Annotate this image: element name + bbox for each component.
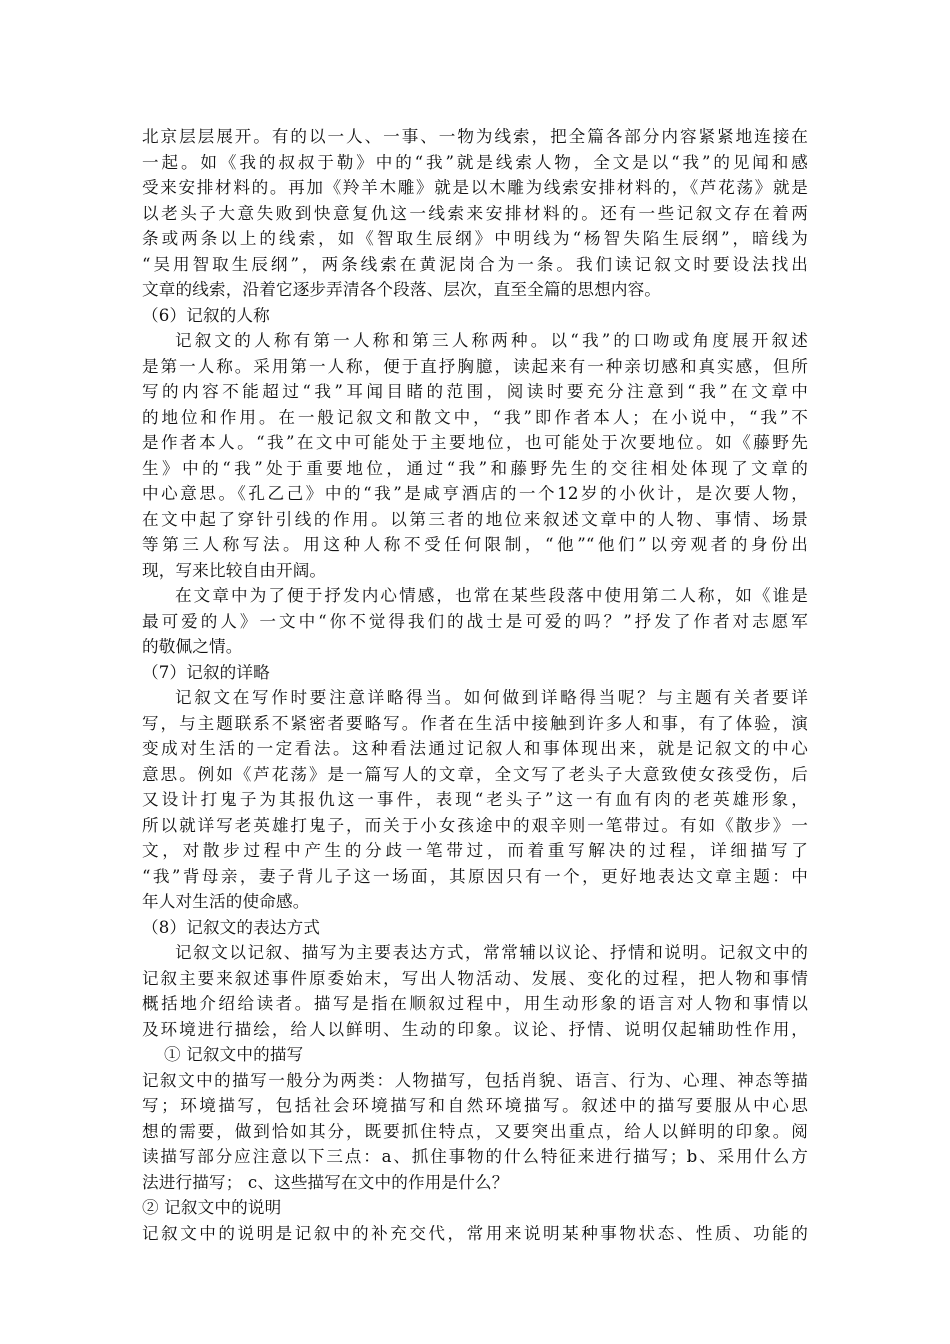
text-line: 读描写部分应注意以下三点：a、抓住事物的什么特征来进行描写；b、采用什么方 bbox=[142, 1147, 808, 1166]
text-line: 文，对散步过程中产生的分歧一笔带过，而着重写解决的过程，详细描写了 bbox=[142, 841, 808, 860]
text-line: 生》中的“我”处于重要地位，通过“我”和藤野先生的交往相处体现了文章的 bbox=[142, 458, 808, 478]
text-line: 法进行描写； c、这些描写在文中的作用是什么？ bbox=[142, 1172, 509, 1192]
section-heading: ② 记叙文中的说明 bbox=[142, 1198, 282, 1217]
text-line: 记叙主要来叙述事件原委始末，写出人物活动、发展、变化的过程，把人物和事情 bbox=[142, 968, 808, 988]
text-line: 又设计打鬼子为其报仇这一事件，表现“老头子”这一有血有肉的老英雄形象， bbox=[142, 790, 808, 809]
text-line: 想的需要，做到恰如其分，既要抓住特点，又要突出重点，给人以鲜明的印象。阅 bbox=[142, 1121, 808, 1141]
text-line: 写的内容不能超过“我”耳闻目睹的范围，阅读时要充分注意到“我”在文章中 bbox=[142, 382, 808, 401]
text-line: 在文中起了穿针引线的作用。以第三者的地位来叙述文章中的人物、事情、场景 bbox=[142, 509, 808, 529]
text-line: “我”背母亲，妻子背儿子这一场面，其原因只有一个，更好地表达文章主题：中 bbox=[142, 866, 808, 886]
section-heading: （6）记叙的人称 bbox=[142, 305, 270, 325]
text-line: 等第三人称写法。用这种人称不受任何限制，“他”“他们”以旁观者的身份出 bbox=[142, 535, 808, 554]
text-line: 是第一人称。采用第一人称，便于直抒胸臆，读起来有一种亲切感和真实感，但所 bbox=[142, 356, 808, 376]
text-line: 记叙文在写作时要注意详略得当。如何做到详略得当呢？与主题有关者要详 bbox=[175, 688, 808, 707]
text-line: 是作者本人。“我”在文中可能处于主要地位，也可能处于次要地位。如《藤野先 bbox=[142, 433, 808, 452]
text-line: 以老头子大意失败到快意复仇这一线索来安排材料的。还有一些记叙文存在着两 bbox=[142, 203, 808, 223]
text-line: 受来安排材料的。再加《羚羊木雕》就是以木雕为线索安排材料的，《芦花荡》就是 bbox=[142, 178, 808, 197]
text-line: 年人对生活的使命感。 bbox=[142, 892, 310, 911]
text-line: 记叙文以记叙、描写为主要表达方式，常常辅以议论、抒情和说明。记叙文中的 bbox=[175, 943, 808, 962]
text-line: 条或两条以上的线索，如《智取生辰纲》中明线为“杨智失陷生辰纲”，暗线为 bbox=[142, 229, 808, 248]
text-line: 写；环境描写，包括社会环境描写和自然环境描写。叙述中的描写要服从中心思 bbox=[142, 1096, 808, 1115]
text-line: 及环境进行描绘，给人以鲜明、生动的印象。议论、抒情、说明仅起辅助性作用， bbox=[142, 1019, 808, 1039]
text-line: 记叙文中的说明是记叙中的补充交代，常用来说明某种事物状态、性质、功能的 bbox=[142, 1223, 808, 1243]
text-line: 记叙文中的描写一般分为两类：人物描写，包括肖貌、语言、行为、心理、神态等描 bbox=[142, 1070, 808, 1090]
text-line: 现，写来比较自由开阔。 bbox=[142, 560, 327, 580]
section-heading: ① 记叙文中的描写 bbox=[164, 1045, 304, 1064]
section-heading: （7）记叙的详略 bbox=[142, 662, 270, 682]
text-line: 的地位和作用。在一般记叙文和散文中，“我”即作者本人；在小说中，“我”不 bbox=[142, 407, 808, 427]
text-line: 在文章中为了便于抒发内心情感，也常在某些段落中使用第二人称，如《谁是 bbox=[175, 586, 808, 605]
text-line: 概括地介绍给读者。描写是指在顺叙过程中，用生动形象的语言对人物和事情以 bbox=[142, 994, 808, 1013]
text-line: 记叙文的人称有第一人称和第三人称两种。以“我”的口吻或角度展开叙述 bbox=[175, 331, 808, 350]
text-line: “吴用智取生辰纲”，两条线索在黄泥岗合为一条。我们读记叙文时要设法找出 bbox=[142, 254, 808, 274]
text-line: 变成对生活的一定看法。这种看法通过记叙人和事体现出来，就是记叙文的中心 bbox=[142, 739, 808, 758]
text-line: 一起。如《我的叔叔于勒》中的“我”就是线索人物，全文是以“我”的见闻和感 bbox=[142, 152, 808, 172]
text-line: 写，与主题联系不紧密者要略写。作者在生活中接触到许多人和事，有了体验，演 bbox=[142, 713, 808, 733]
section-heading: （8）记叙文的表达方式 bbox=[142, 917, 321, 937]
text-line: 的敬佩之情。 bbox=[142, 637, 243, 656]
text-line: 所以就详写老英雄打鬼子，而关于小女孩途中的艰辛则一笔带过。有如《散步》一 bbox=[142, 815, 808, 835]
text-line: 北京层层展开。有的以一人、一事、一物为线索，把全篇各部分内容紧紧地连接在 bbox=[142, 127, 808, 146]
text-line: 意思。例如《芦花荡》是一篇写人的文章，全文写了老头子大意致使女孩受伤，后 bbox=[142, 764, 808, 784]
text-line: 中心意思。《孔乙己》中的“我”是咸亨酒店的一个12岁的小伙计，是次要人物， bbox=[142, 484, 808, 503]
text-line: 最可爱的人》一文中“你不觉得我们的战士是可爱的吗？”抒发了作者对志愿军 bbox=[142, 611, 808, 631]
text-line: 文章的线索，沿着它逐步弄清各个段落、层次，直至全篇的思想内容。 bbox=[142, 280, 662, 299]
